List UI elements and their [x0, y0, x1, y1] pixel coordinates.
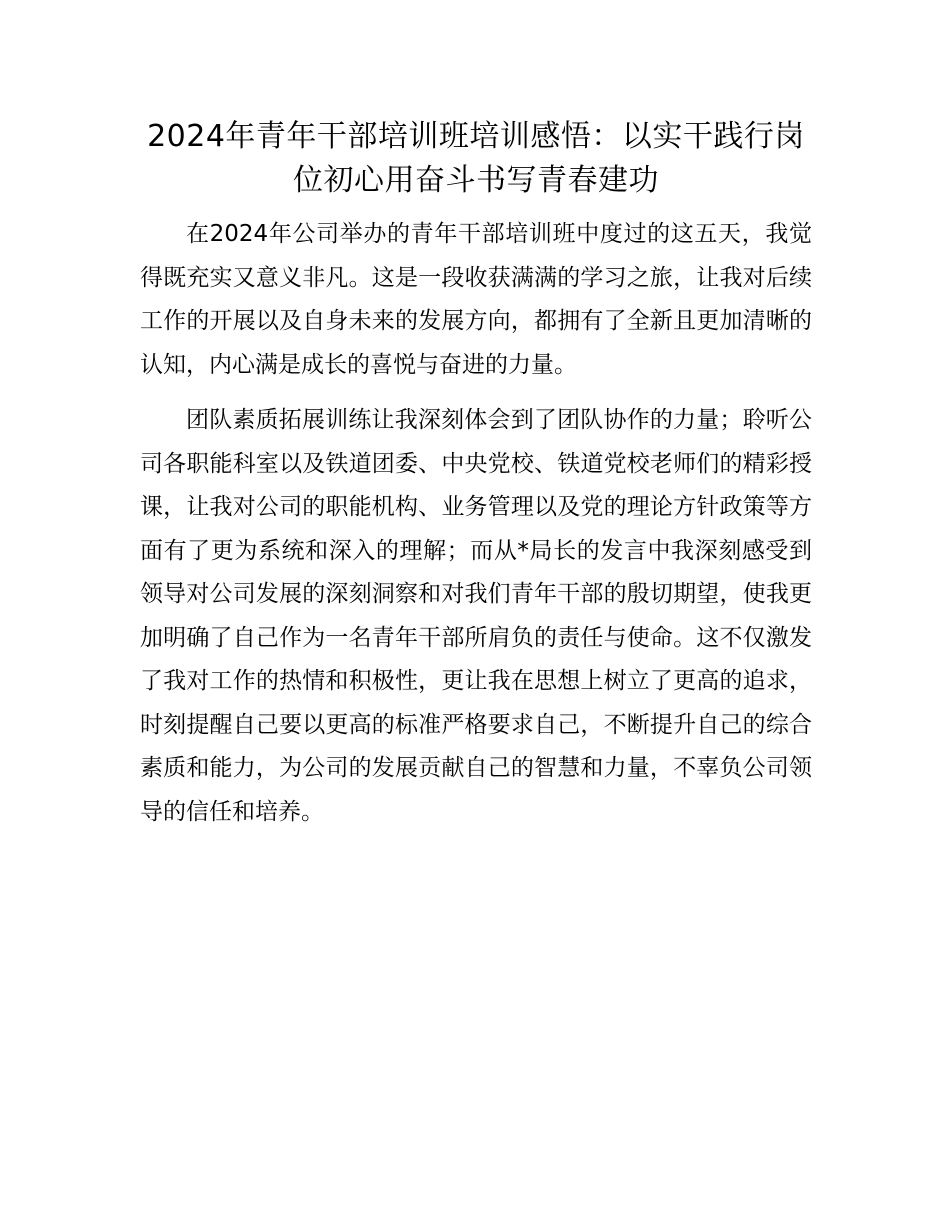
body-paragraph-1: 在2024年公司举办的青年干部培训班中度过的这五天，我觉得既充实又意义非凡。这是一段收获满满的学习之旅，让我对后续工作的开展以及自身未来的发展方向，都拥有了全新且更加清晰的认知，内心满是成长的喜悦与奋进的力量。 [140, 221, 812, 378]
document-title: 2024年青年干部培训班培训感悟：以实干践行岗位初心用奋斗书写青春建功 [147, 119, 805, 198]
body-paragraph-2: 团队素质拓展训练让我深刻体会到了团队协作的力量；聆听公司各职能科室以及铁道团委、中央党校、铁道党校老师们的精彩授课，让我对公司的职能机构、业务管理以及党的理论方针政策等方面有了更为系统和深入的理解；而从*局长的发言中我深刻感受到领导对公司发展的深刻洞察和对我们青年干部的殷切期望，使我更加明确了自己作为一名青年干部所肩负的责任与使命。这不仅激发了我对工作的热情和积极性，更让我在思想上树立了更高的追求，时刻提醒自己要以更高的标准严格要求自己，不断提升自己的综合素质和能力，为公司的发展贡献自己的智慧和力量，不辜负公司领导的信任和培养。 [140, 407, 812, 825]
document-body [140, 213, 812, 846]
